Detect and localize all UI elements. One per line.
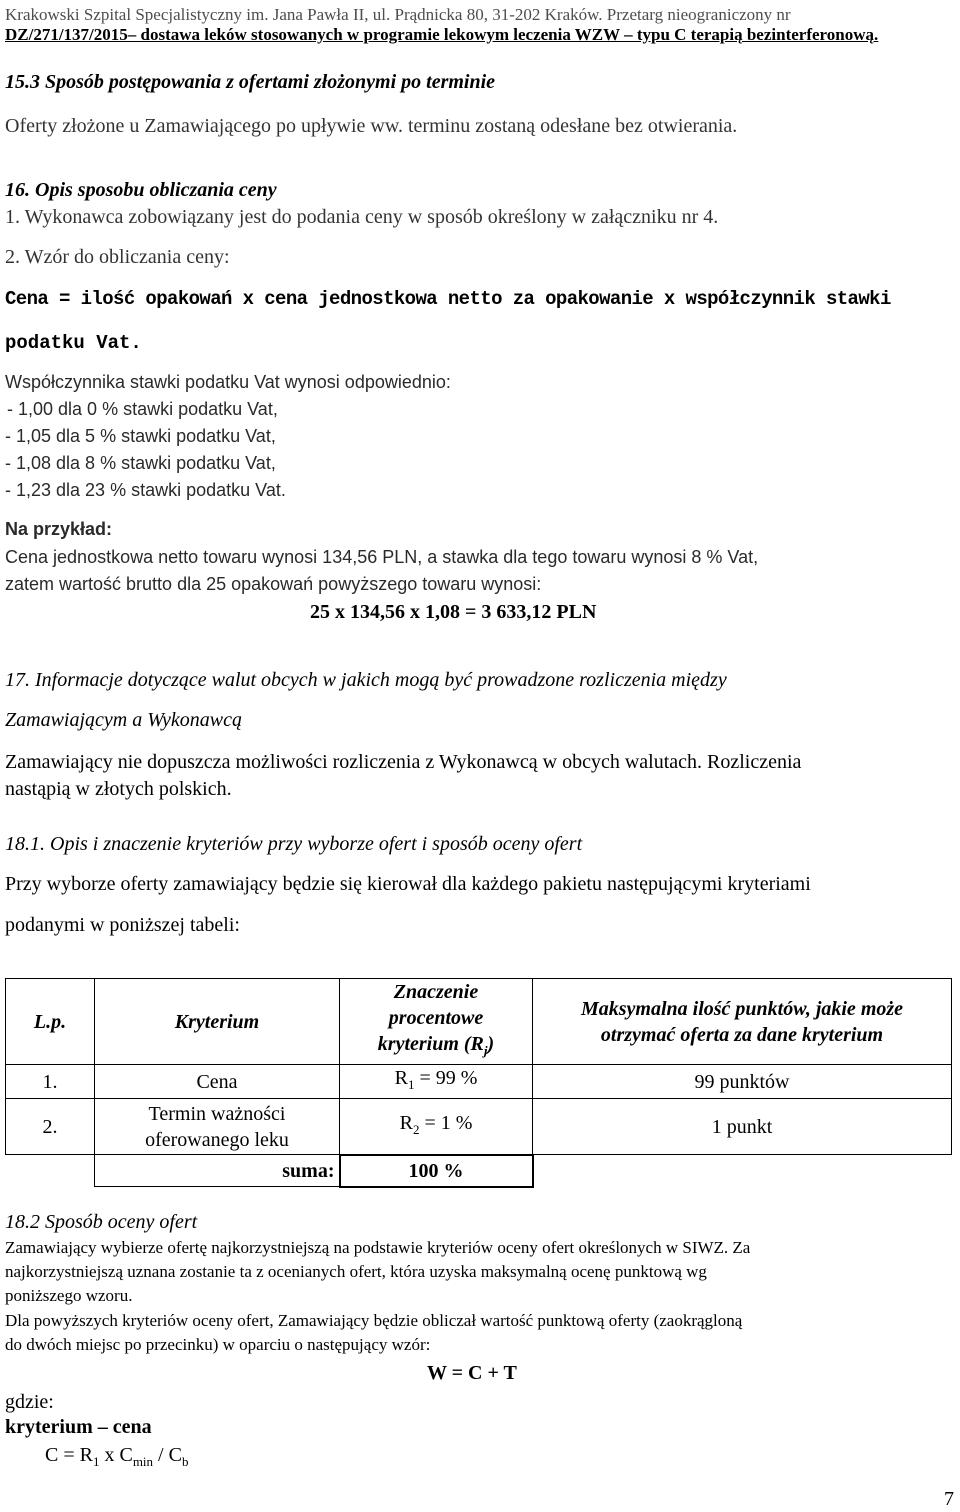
- coef-item: - 1,23 dla 23 % stawki podatku Vat.: [5, 480, 286, 500]
- price-formula-line-1: Cena = ilość opakowań x cena jednostkowa netto za opakowanie x współczynnik stawki: [5, 288, 891, 310]
- example-line-1: Cena jednostkowa netto towaru wynosi 134,56 PLN, a stawka dla tego towaru wynosi 8 % Vat,: [5, 547, 759, 567]
- price-score-formula: $C = R_1$ x $C_{min} / C_b$: [45, 1444, 189, 1469]
- section-18-2-line: Zamawiający wybierze ofertę najkorzystniejszą na podstawie kryteriów oceny ofert określonych w SIWZ. Za: [5, 1238, 751, 1257]
- score-formula: W = C + T: [427, 1362, 517, 1384]
- section-18-2-line: Dla powyższych kryteriów oceny ofert, Zamawiający będzie obliczał wartość punktową oferty (zaokrągloną: [5, 1311, 743, 1330]
- section-16-p1: 1. Wykonawca zobowiązany jest do podania ceny w sposób określony w załączniku nr 4.: [5, 206, 719, 228]
- section-17-text-line-1: Zamawiający nie dopuszcza możliwości rozliczenia z Wykonawcą w obcych walutach. Rozliczenia: [5, 751, 802, 773]
- table-row: [6, 1065, 952, 1099]
- kryterium-cena-label: kryterium – cena: [5, 1416, 152, 1438]
- cell-lp: 2.: [6, 1099, 95, 1155]
- coef-item: - 1,08 dla 8 % stawki podatku Vat,: [5, 453, 276, 473]
- table-header-row: [6, 979, 952, 1065]
- cell-kryterium: Cena: [95, 1065, 340, 1099]
- section-17-heading-line-2: Zamawiającym a Wykonawcą: [5, 709, 243, 731]
- sum-label: suma:: [95, 1155, 340, 1187]
- section-18-2-line: najkorzystniejszą uznana zostanie ta z ocenianych ofert, która uzyska maksymalną ocenę punktową wg: [5, 1262, 707, 1281]
- cell-points: 99 punktów: [533, 1065, 952, 1099]
- gdzie-label: gdzie:: [5, 1391, 54, 1413]
- example-calculation: 25 x 134,56 x 1,08 = 3 633,12 PLN: [310, 601, 597, 623]
- section-17-heading-line-1: 17. Informacje dotyczące walut obcych w jakich mogą być prowadzone rozliczenia między: [5, 669, 727, 691]
- table-sum-row: [6, 1155, 952, 1187]
- cell-lp: 1.: [6, 1065, 95, 1099]
- header-znaczenie: Znaczenie procentowe kryterium $(R_j)$: [340, 979, 533, 1065]
- example-line-2: zatem wartość brutto dla 25 opakowań powyższego towaru wynosi:: [5, 574, 542, 594]
- section-16-heading: 16. Opis sposobu obliczania ceny: [5, 179, 277, 201]
- section-16-p2: 2. Wzór do obliczania ceny:: [5, 246, 230, 268]
- header-kryterium: Kryterium: [95, 979, 340, 1065]
- cell-points: 1 punkt: [533, 1099, 952, 1155]
- section-18-1-text-line-2: podanymi w poniższej tabeli:: [5, 914, 240, 936]
- coef-item: - 1,00 dla 0 % stawki podatku Vat,: [7, 399, 278, 419]
- cell-kryterium: Termin ważności oferowanego leku: [95, 1099, 340, 1155]
- header-line-1: Krakowski Szpital Specjalistyczny im. Jana Pawła II, ul. Prądnicka 80, 31-202 Kraków. Przetarg nieograniczony nr: [5, 5, 791, 24]
- header-lp: L.p.: [6, 979, 95, 1065]
- section-18-1-text-line-1: Przy wyborze oferty zamawiający będzie się kierował dla każdego pakietu następującymi kryteriami: [5, 873, 811, 895]
- cell-znaczenie: $R_2 = 1$ %: [340, 1099, 533, 1155]
- page-number: 7: [944, 1488, 954, 1510]
- header-line-2: DZ/271/137/2015– dostawa leków stosowanych w programie lekowym leczenia WZW – typu C terapią bezinterferonową.: [5, 25, 879, 44]
- section-15-3-heading: 15.3 Sposób postępowania z ofertami złożonymi po terminie: [5, 71, 496, 93]
- section-17-text-line-2: nastąpią w złotych polskich.: [5, 778, 232, 800]
- coef-intro: Współczynnika stawki podatku Vat wynosi odpowiednio:: [5, 372, 451, 392]
- coef-item: - 1,05 dla 5 % stawki podatku Vat,: [5, 426, 276, 446]
- header-max-points: Maksymalna ilość punktów, jakie może otrzymać oferta za dane kryterium: [533, 979, 952, 1065]
- criteria-table: [5, 978, 952, 1188]
- price-formula-line-2: podatku Vat.: [5, 332, 142, 354]
- sum-value: 100 %: [340, 1155, 533, 1187]
- section-15-3-text: Oferty złożone u Zamawiającego po upływie ww. terminu zostaną odesłane bez otwierania.: [5, 115, 738, 137]
- table-row: [6, 1099, 952, 1155]
- section-18-1-heading: 18.1. Opis i znaczenie kryteriów przy wyborze ofert i sposób oceny ofert: [5, 833, 583, 855]
- section-18-2-line: poniższego wzoru.: [5, 1286, 133, 1305]
- section-18-2-heading: 18.2 Sposób oceny ofert: [5, 1211, 198, 1233]
- example-label: Na przykład:: [5, 519, 113, 539]
- cell-znaczenie: $R_1 = 99$ %: [340, 1065, 533, 1099]
- section-18-2-line: do dwóch miejsc po przecinku) w oparciu o następujący wzór:: [5, 1335, 431, 1354]
